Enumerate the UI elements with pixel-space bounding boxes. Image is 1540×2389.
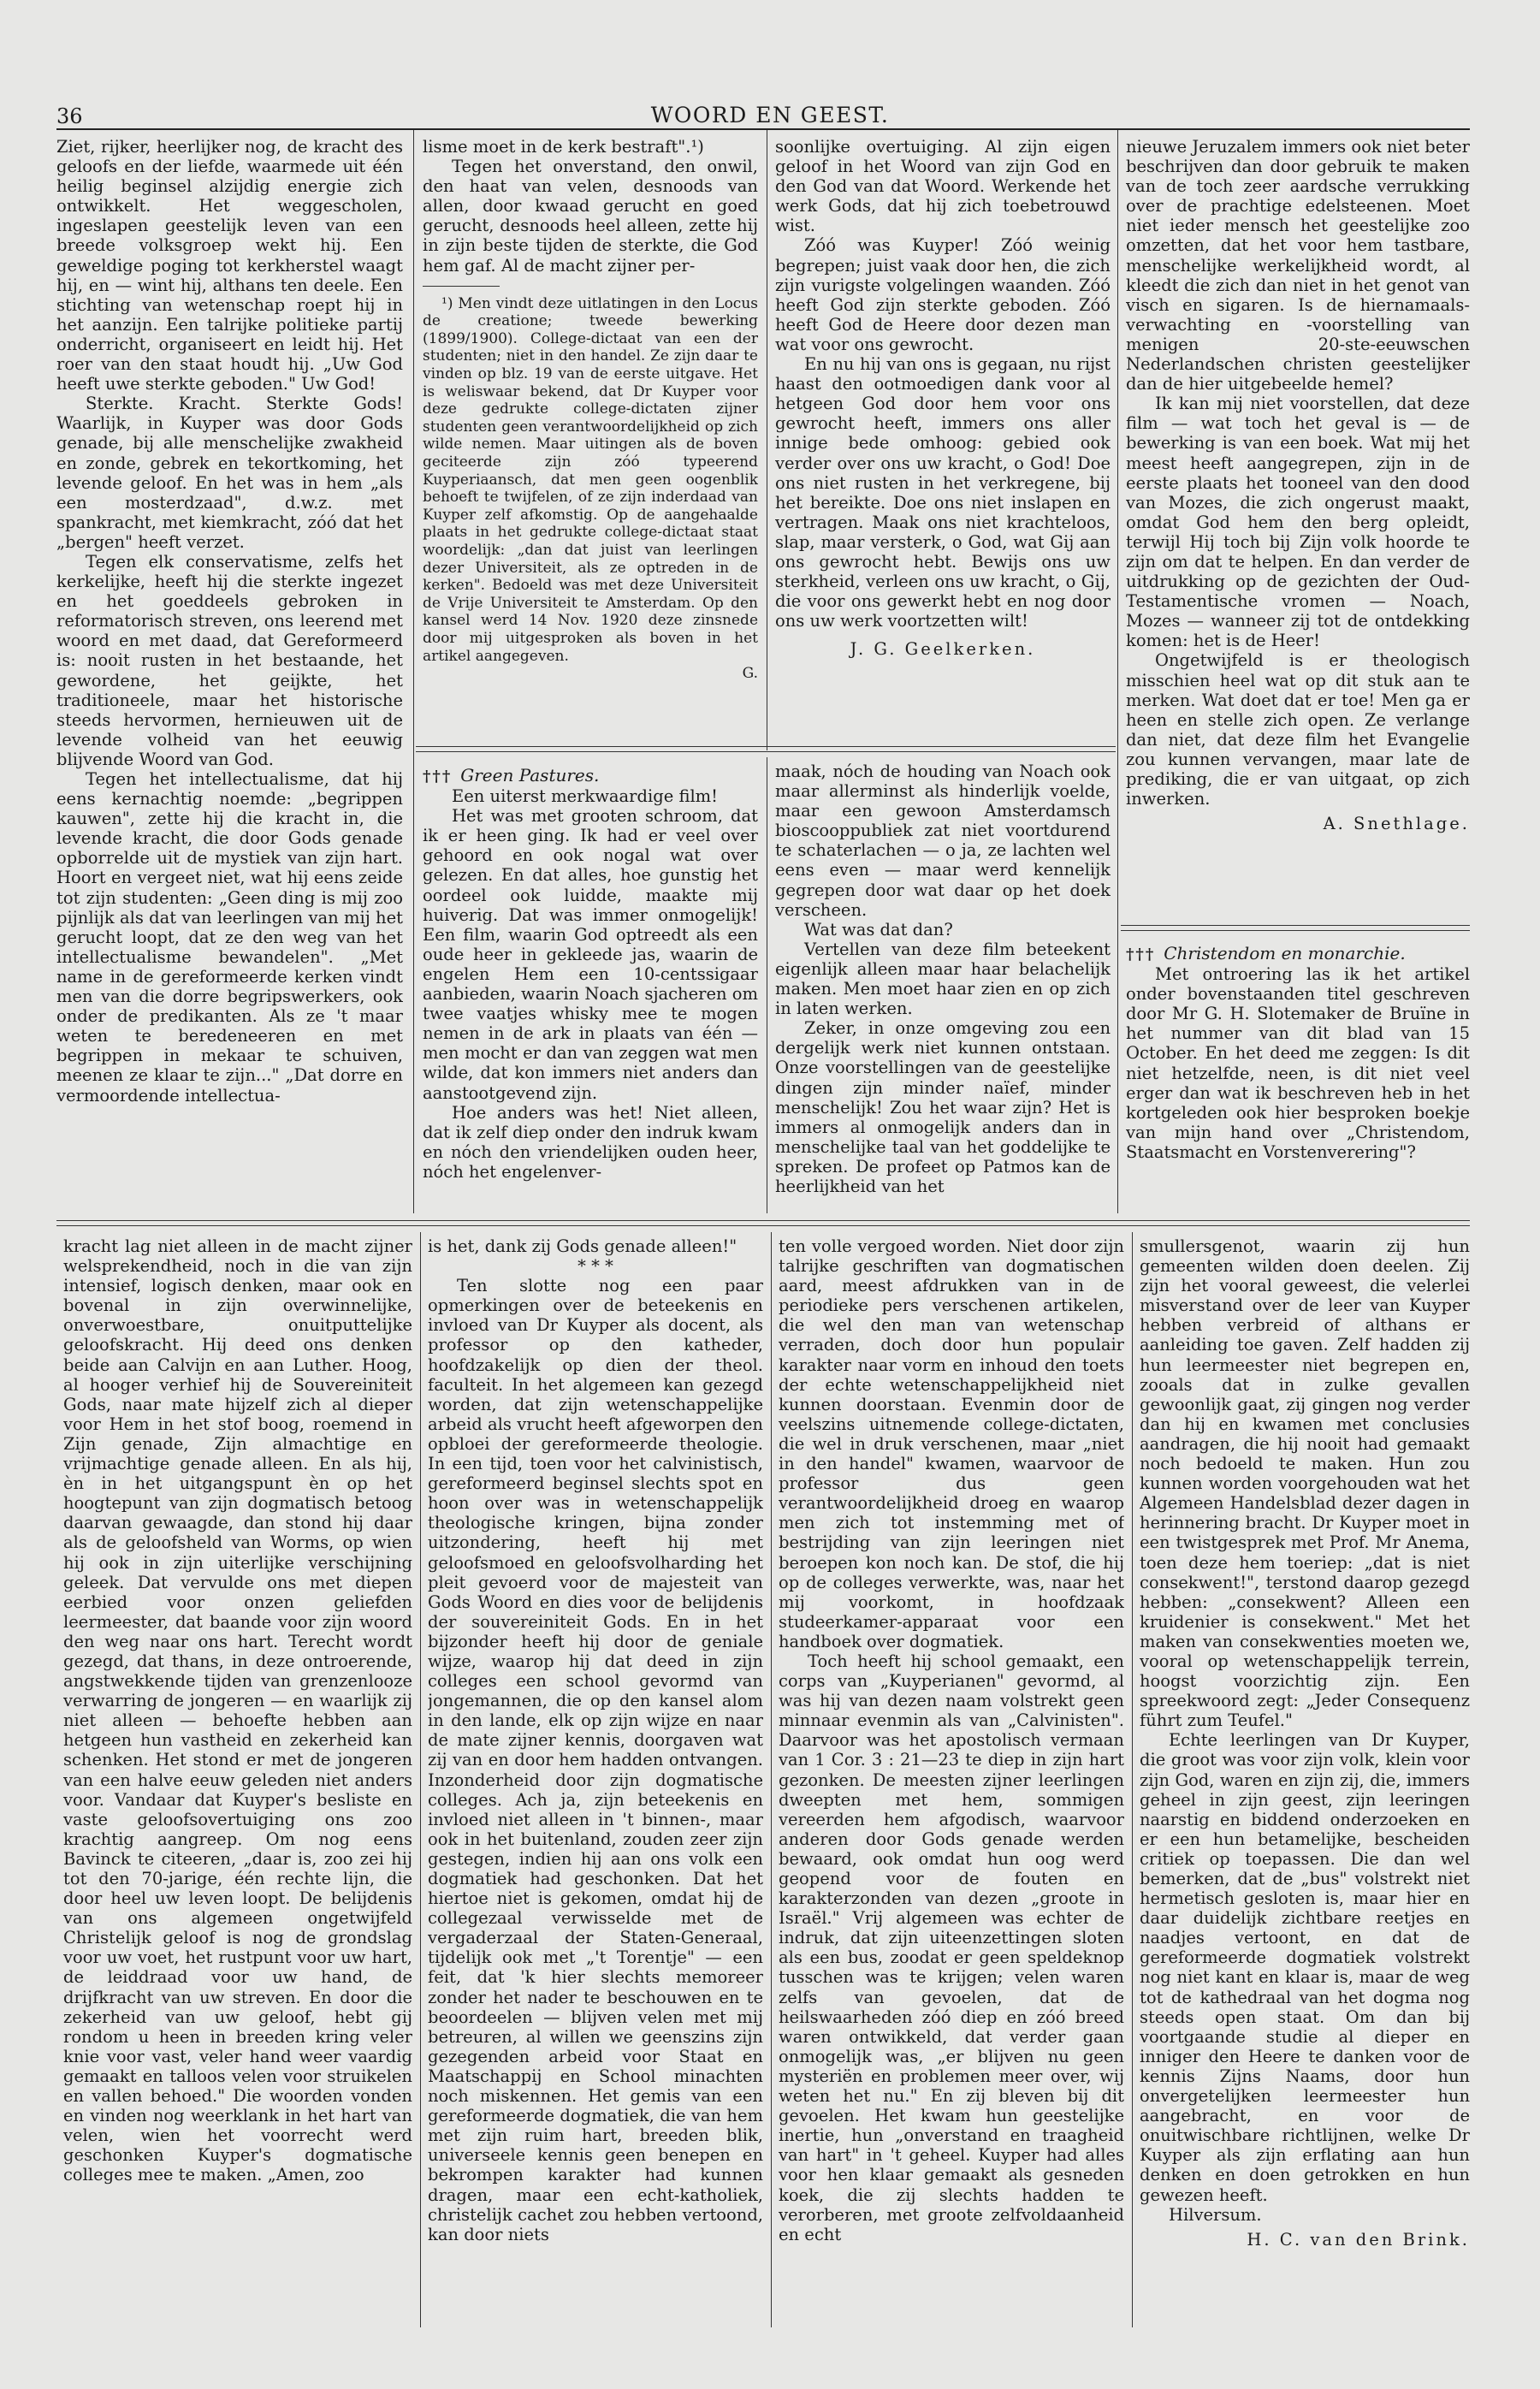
paragraph: Het was met grooten schroom, dat ik er heen ging. Ik had er veel over gehoord en ook nogal wat over gelezen. En dat alles, hoe gunstig het oordeel ook luidde, maakte mij huiverig. Dat was immer onmogelijk! Een film, waarin God optreedt als een oude heer in gekleede jas, waarin de engelen Hem een 10-centssigaar aanbieden, waarin Noach sjacheren om twee vaatjes whisky mee te mogen nemen in de ark in plaats van één — men mocht er dan van zeggen wat men wilde, dat kon immers niet anders dan aanstootgevend zijn. bbox=[423, 806, 758, 1103]
header-rule bbox=[56, 128, 1470, 130]
paragraph: maak, nóch de houding van Noach ook maar allerminst als hinderlijk voelde, maar een gewoon Amsterdamsch bioscooppubliek zat niet voortdurend te schaterlachen — o ja, ze lachten wel eens even — maar werd kennelijk gegrepen door wat daar op het doek verscheen. bbox=[775, 762, 1111, 920]
section-rule bbox=[1121, 925, 1470, 931]
paragraph: ten volle vergoed worden. Niet door zijn talrijke geschriften van dogmatischen aard, meest afdrukken van in de periodieke pers verschenen artikelen, die wel den man van wetenschap verraden, doch door hun populair karakter naar vorm en inhoud den toets der echte wetenschappelijkheid niet kunnen doorstaan. Evenmin door de veelszins uitnemende college-dictaten, die wel in druk verschenen, maar „niet in den handel" kwamen, waarvoor de professor dus geen verantwoordelijkheid droeg en waarop men zich tot instemming met of bestrijding van zijn leeringen niet beroepen kon noch kan. De stof, die hij op de colleges verwerkte, was, naar het mij voorkomt, in hoofdzaak studeerkamer-apparaat voor een handboek over dogmatiek. bbox=[779, 1236, 1124, 1651]
paragraph: Ten slotte nog een paar opmerkingen over de beteekenis en invloed van Dr Kuyper als docent, als professor op den katheder, hoofdzakelijk op dien der theol. faculteit. In het algemeen kan gezegd worden, dat zijn wetenschappelijke arbeid als vrucht heeft afgeworpen den opbloei der gereformeerde theologie. In een tijd, toen voor het calvinistisch, gereformeerd beginsel slechts spot en hoon over was in wetenschappelijk theologische kringen, bijna zonder uitzondering, heeft hij met geloofsmoed en geloofsvolharding het pleit gevoerd voor de majesteit van Gods Woord en dies voor de belijdenis der souvereiniteit Gods. En in het bijzonder heeft hij door de geniale wijze, waarop hij dat deed in zijn colleges een school gevormd van jongemannen, die op den kansel alom in den lande, elk op zijn wijze en naar de mate zijner kennis, doorgaven wat zij van en door hem hadden ontvangen. Inzonderheid door zijn dogmatische colleges. Ach ja, zijn beteekenis en invloed niet alleen in 't binnen-, maar ook in het buitenland, zouden zeer zijn gestegen, indien hij aan ons volk een dogmatiek had geschonken. Dat het hiertoe niet is gekomen, omdat hij de collegezaal verwisselde met de vergaderzaal der Staten-Generaal, tijdelijk ook met „'t Torentje" — een feit, dat 'k hier slechts memoreer zonder het nader te beschouwen en te beoordeelen — blijven velen met mij betreuren, al willen we geenszins zijn gezegenden arbeid voor Staat en Maatschappij en School minachten noch miskennen. Het gemis van een gereformeerde dogmatiek, die van hem met zijn ruim hart, breeden blik, universeele kennis geen benepen en bekrompen karakter had kunnen dragen, maar een echt-katholiek, christelijk cachet zou hebben vertoond, kan door niets bbox=[428, 1276, 763, 2244]
asterism: * * * bbox=[578, 1256, 613, 1277]
section-marker: ††† bbox=[1126, 946, 1156, 963]
paragraph: is het, dank zij Gods genade alleen!" bbox=[428, 1236, 737, 1256]
paragraph: Toch heeft hij school gemaakt, een corps van „Kuyperianen" gevormd, al was hij van dezen naam volstrekt geen minnaar evenmin als van „Calvinisten". Daarvoor was het apostolisch vermaan van 1 Cor. 3 : 21—23 te diep in zijn hart gezonken. De meesten zijner leerlingen dweepten met hem, sommigen vereerden hem afgodisch, waarvoor anderen door Gods genade werden bewaard, ook omdat hun oog werd geopend voor de fouten en karakterzonden van dezen „groote in Israël." Vrij algemeen was echter de indruk, dat zijn uiteenzettingen sloten als een bus, zoodat er geen speldeknop tusschen was te krijgen; velen waren zelfs van gevoelen, dat de heilswaarheden zóó diep en zóó breed waren ontwikkeld, dat verder gaan onmogelijk was, „er blijven nu geen mysteriën en problemen meer over, wij weten het nu." En zij bleven bij dit gevoelen. Het kwam hun geestelijke inertie, hun „onverstand en traagheid van hart" in 't geheel. Kuyper had alles voor hen klaar gemaakt als gesneden koek, die zij slechts hadden te verorberen, met groote zelfvoldaanheid en echt bbox=[779, 1651, 1124, 2244]
paragraph: Echte leerlingen van Dr Kuyper, die groot was voor zijn volk, klein voor zijn God, waren en zijn zij, die, immers geheel in zijn geest, zijn leeringen naarstig en biddend onderzoeken en er een hun betamelijke, bescheiden critiek op toepassen. Die dan wel bemerken, dat de „bus" volstrekt niet hermetisch gesloten is, maar hier en daar duidelijk zichtbare reetjes en naadjes vertoont, en dat de gereformeerde dogmatiek volstrekt nog niet kant en klaar is, maar de weg tot de kathedraal van het dogma nog steeds open staat. Om dan bij voortgaande studie al dieper en inniger den Heere te danken voor de kennis Zijns Naams, door hun onvergetelijken leermeester hun aangebracht, en voor de onuitwischbare richtlijnen, welke Dr Kuyper als zijn erflating aan hun denken en doen getrokken en hun gewezen heeft. bbox=[1140, 1730, 1470, 2205]
place-line: Hilversum. bbox=[1169, 2204, 1262, 2225]
green-pastures-column-2 bbox=[775, 762, 1111, 1213]
paragraph: Tegen elk conservatisme, zelfs het kerkelijke, heeft hij die sterkte ingezet en het goeddeels gebroken in reformatorisch streven, ons leerend met woord en met daad, dat Gereformeerd is: nooit rusten in het bestaande, het gewordene, het geijkte, het traditioneele, maar het historische steeds hervormen, hernieuwen uit de levende volheid van het eeuwig blijvende Woord van God. bbox=[56, 551, 403, 769]
paragraph: En nu hij van ons is gegaan, nu rijst haast den ootmoedigen dank voor al hetgeen God door hem voor ons gewrocht heeft, immers ons aller innige bede omhoog: gebied ook verder over ons uw kracht, o God! Doe ons niet rusten in het verkregene, bij het bereikte. Doe ons niet inslapen en vertragen. Maak ons niet krachteloos, slap, maar versterk, o God, wat Gij aan ons gewrocht hebt. Bewijs ons uw sterkheid, verleen ons uw kracht, o Gij, die voor ons gewerkt hebt en nog door ons uw werk voortzetten wilt! bbox=[775, 354, 1111, 631]
top-column-1 bbox=[56, 137, 403, 1213]
signature-van-den-brink: H. C. van den Brink. bbox=[1247, 2229, 1470, 2250]
paragraph: Ziet, rijker, heerlijker nog, de kracht des geloofs en der liefde, waarmede uit één heilig beginsel alzijdig energie zich ontwikkelt. Het weggescholen, ingeslapen geestelijk leven van een breede volksgroep wekt hij. Een geweldige poging tot kerkherstel waagt hij, en — wint hij, althans ten deele. Een stichting van wetenschap roept hij in het aanzijn. Een talrijke politieke partij onderricht, organiseert en leidt hij. Het roer van den staat houdt hij. „Uw God heeft uwe sterkte geboden." Uw God! bbox=[56, 137, 403, 394]
paragraph: kracht lag niet alleen in de macht zijner welsprekendheid, noch in die van zijn intensief, logisch denken, maar ook en bovenal in zijn overwinnelijke, onverwoestbare, onuitputtelijke geloofskracht. Hij deed ons denken beide aan Calvijn en aan Luther. Hoog, al hooger verhief hij de Souvereiniteit Gods, naar mate hijzelf zich al dieper voor Hem in het stof boog, roemend in Zijn genade, Zijn almachtige en vrijmachtige genade alleen. En als hij, èn in het uitgangspunt èn op het hoogtepunt van zijn dogmatisch betoog daarvan gewaagde, dan stond hij daar als de geloofsheld van Worms, op wien hij ook in zijn uiterlijke verschijning geleek. Dat vervulde ons met diepen eerbied voor onzen geliefden leermeester, dat baande voor zijn woord den weg naar ons hart. Terecht wordt gezegd, dat thans, in deze ontroerende, angstwekkende tijden van grenzenlooze verwarring de jongeren — en waarlijk zij niet alleen — behoefte hebben aan hetgeen hun vastheid en zekerheid kan schenken. Het stond er met de jongeren van een halve eeuw geleden niet anders voor. Vandaar dat Kuyper's besliste en vaste geloofsovertuiging ons zoo krachtig aangreep. Om nog eens Bavinck te citeeren, „daar is, zoo zei hij tot den 70-jarige, één rechte lijn, die door heel uw leven loopt. De belijdenis van ons algemeen ongetwijfeld Christelijk geloof is nog de grondslag voor uw voet, het rustpunt voor uw hart, de leiddraad voor uw hand, de drijfkracht van uw streven. En door die zekerheid van uw geloof, hebt gij rondom u heen in breeden kring veler knie voor vast, veler hand weer vaardig gemaakt en talloos velen voor struikelen en vallen behoed." Die woorden vonden en vinden nog weerklank in het hart van velen, wien het voorrecht werd geschonken Kuyper's dogmatische colleges mee te maken. „Amen, zoo bbox=[63, 1236, 412, 2185]
section-title-text: Green Pastures. bbox=[460, 766, 600, 785]
green-pastures-column-1 bbox=[423, 766, 758, 1213]
column-rule bbox=[413, 130, 414, 1213]
column-rule bbox=[771, 1232, 772, 2327]
paragraph: Tegen het intellectualisme, dat hij eens kernachtig noemde: „begrippen kauwen", zette hij die kracht in, die levende kracht, die door Gods genade opborrelde uit de mystiek van zijn hart. Hoort en vergeet niet, wat hij eens zeide tot zijn studenten: „Geen ding is mij zoo pijnlijk als dat van leerlingen van mij het gerucht loopt, dat ze den weg van het intellectualisme bewandelen". „Met name in de gereformeerde kerken vindt men van die dorre begripswerkers, ook onder de predikanten. Als ze 't maar weten te beredeneeren en met begrippen in mekaar te schuiven, meenen ze klaar te zijn..." „Dat dorre en vermoordende intellectua- bbox=[56, 769, 403, 1106]
paragraph: Sterkte. Kracht. Sterkte Gods! Waarlijk, in Kuyper was door Gods genade, bij alle menschelijke zwakheid en zonde, gebrek en tekortkoming, het levende geloof. En het was in hem „als een mosterdzaad", d.w.z. met spankracht, met kiemkracht, zóó dat het „bergen" heeft verzet. bbox=[56, 394, 403, 552]
paragraph: soonlijke overtuiging. Al zijn eigen geloof in het Woord van zijn God en den God van dat Woord. Werkende het werk Gods, dat hij zich toebetrouwd wist. bbox=[775, 137, 1111, 236]
paragraph: nieuwe Jeruzalem immers ook niet beter beschrijven dan door gebruik te maken van de toch zeer aardsche verrukking over de prachtige edelsteenen. Moet niet ieder mensch het geestelijke zoo omzetten, dat het voor hem tastbare, menschelijke werkelijkheid wordt, al kleedt die zich dan niet in het genot van visch en sigaren. Is de hiernamaals-verwachting en -voorstelling van menigen 20-ste-eeuwschen Nederlandschen christen geestelijker dan de hier uitgebeelde hemel? bbox=[1126, 137, 1470, 394]
bottom-column-3 bbox=[779, 1236, 1124, 2325]
paragraph: Ongetwijfeld is er theologisch misschien heel wat op dit stuk aan te merken. Wat doet dat er toe! Men ga er heen en stelle zich open. Ze verlange dan niet, dat deze film het Evangelie zou kunnen vervangen, maar late de prediking, die er van uitgaat, op zich inwerken. bbox=[1126, 650, 1470, 809]
top-column-2 bbox=[423, 137, 758, 753]
paragraph: Een uiterst merkwaardige film! bbox=[452, 786, 719, 807]
footnote-rule bbox=[423, 286, 500, 287]
section-title-green-pastures bbox=[423, 766, 758, 786]
footnote bbox=[423, 295, 758, 683]
section-title-christendom bbox=[1126, 944, 1470, 964]
column-rule bbox=[420, 1232, 421, 2327]
paragraph: Zóó was Kuyper! Zóó weinig begrepen; juist vaak door hen, die zich zijn vurigste volgelingen waanden. Zóó heeft God zijn sterkte geboden. Zóó heeft God de Heere door dezen man wat voor ons gewrocht. bbox=[775, 235, 1111, 354]
paragraph: Hoe anders was het! Niet alleen, dat ik zelf diep onder den indruk kwam en nóch den vriendelijken ouden heer, nóch het engelenver- bbox=[423, 1102, 758, 1182]
paragraph: smullersgenot, waarin zij hun gemeenten wilden doen deelen. Zij zijn het vooral geweest, die velerlei misverstand over de leer van Kuyper hebben verbreid of althans er aanleiding toe gaven. Zelf hadden zij hun leermeester niet begrepen en, zooals dat in zulke gevallen gewoonlijk gaat, zij gingen nog verder dan hij en kwamen met conclusies aandragen, die hij nooit had gemaakt noch bedoeld te maken. Hun zou kunnen worden voorgehouden wat het Algemeen Handelsblad dezer dagen in herinnering bracht. Dr Kuyper moet in een twistgesprek met Prof. Mr Anema, toen deze hem toeriep: „dat is niet consekwent!", terstond daarop gezegd hebben: „consekwent? Alleen een kruidenier is consekwent." Met het maken van consekwenties moeten we, vooral op wetenschappelijk terrein, hoogst voorzichtig zijn. Een spreekwoord zegt: „Jeder Consequenz führt zum Teufel." bbox=[1140, 1236, 1470, 1731]
paragraph: Vertellen van deze film beteekent eigenlijk alleen maar haar belachelijk maken. Men moet haar zien en op zich in laten werken. bbox=[775, 939, 1111, 1019]
section-title-text: Christendom en monarchie. bbox=[1164, 944, 1406, 963]
top-column-3 bbox=[775, 137, 1111, 755]
signature-geelkerken: J. G. Geelkerken. bbox=[850, 639, 1036, 660]
column-rule bbox=[1117, 130, 1118, 1213]
journal-title: WOORD EN GEEST. bbox=[650, 103, 890, 127]
signature-snethlage: A. Snethlage. bbox=[1323, 814, 1470, 834]
bottom-column-4 bbox=[1140, 1236, 1470, 2325]
paragraph: Wat was dat dan? bbox=[804, 919, 953, 940]
section-rule bbox=[416, 746, 1116, 752]
paragraph: Zeker, in onze omgeving zou een dergelijk werk niet kunnen ontstaan. Onze voorstellingen van de geestelijke dingen zijn minder naïef, minder menschelijk! Zou het waar zijn? Het is immers al onmogelijk anders dan in menschelijke taal van het goddelijke te spreken. De profeet op Patmos kan de heerlijkheid van het bbox=[775, 1018, 1111, 1196]
christendom-column bbox=[1126, 944, 1470, 1213]
page-number: 36 bbox=[56, 104, 83, 128]
section-marker: ††† bbox=[423, 768, 453, 785]
top-column-4 bbox=[1126, 137, 1470, 917]
half-page-rule bbox=[56, 1220, 1470, 1226]
column-rule bbox=[1132, 1232, 1133, 2327]
footnote-text: ¹) Men vindt deze uitlatingen in den Locus de creatione; tweede bewerking (1899/1900). College-dictaat van een der studenten; niet in den handel. Ze zijn daar te vinden op blz. 19 van de eerste uitgave. Het is weliswaar bekend, dat Dr Kuyper voor deze gedrukte college-dictaten zijner studenten geen verantwoordelijkheid op zich wilde nemen. Maar uitingen als de boven geciteerde zijn zóó typeerend Kuyperiaansch, dat men geen oogenblik behoeft te twijfelen, of ze zijn inderdaad van Kuyper zelf afkomstig. Op de aangehaalde plaats in het gedrukte college-dictaat staat woordelijk: „dan dat juist van leerlingen dezer Universiteit, als ze optreden in de kerken". Bedoeld was met deze Universiteit de Vrije Universiteit te Amsterdam. Op den kansel werd 14 Nov. 1920 deze zinsnede door mij uitgesproken als boven in het artikel aangegeven. bbox=[423, 294, 758, 665]
paragraph: Met ontroering las ik het artikel onder bovenstaanden titel geschreven door Mr G. H. Slotemaker de Bruïne in het nummer van dit blad van 15 October. En het deed me zeggen: Is dit niet hetzelfde, neen, is dit niet veel erger dan wat ik beschreven heb in het kortgeleden ook hier besproken boekje van mijn hand over „Christendom, Staatsmacht en Vorstenverering"? bbox=[1126, 964, 1470, 1162]
bottom-column-2 bbox=[428, 1236, 763, 2325]
bottom-column-1 bbox=[63, 1236, 412, 2325]
footnote-initial: G. bbox=[742, 665, 758, 683]
paragraph: Tegen het onverstand, den onwil, den haat van velen, desnoods van allen, door kwaad gerucht en goed gerucht, desnoods heel alleen, zette hij in zijn beste tijden de sterkte, die God hem gaf. Al de macht zijner per- bbox=[423, 157, 758, 276]
paragraph: Ik kan mij niet voorstellen, dat deze film — wat toch het geval is — de bewerking is van een boek. Wat mij het meest heeft aangegrepen, zijn in de eerste plaats het tooneel van den dood van Mozes, die zich ongerust maakt, omdat God hem den berg opleidt, terwijl Hij toch bij Zijn volk hoorde te zijn om dat te helpen. En dan verder de uitdrukking op de gezichten der Oud-Testamentische vromen — Noach, Mozes — wanneer zij tot de ontdekking komen: het is de Heer! bbox=[1126, 394, 1470, 651]
paragraph: lisme moet in de kerk bestraft".¹) bbox=[423, 137, 704, 157]
